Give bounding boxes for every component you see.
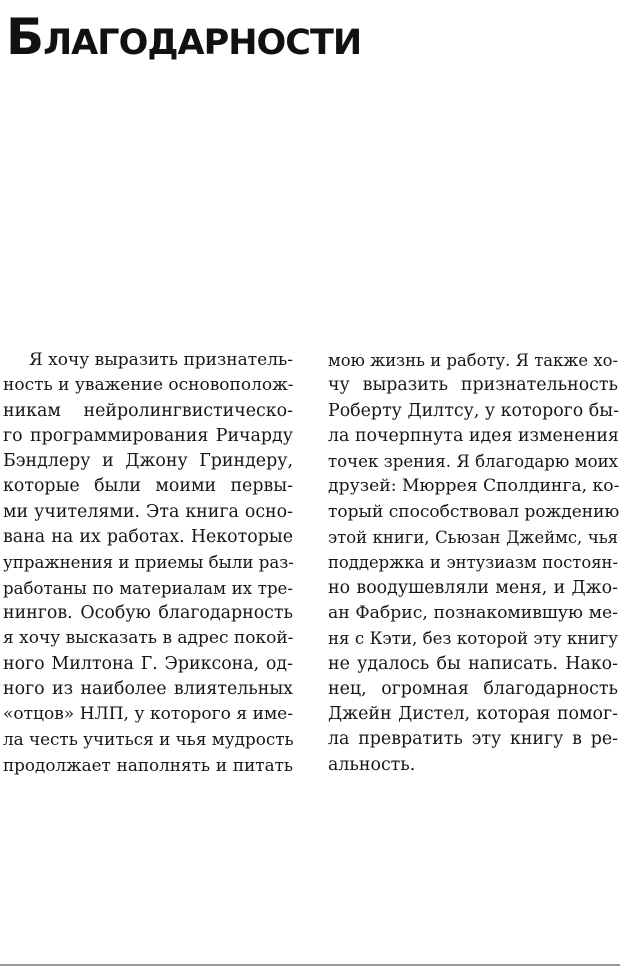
text-line: работаны по материалам их тре- <box>3 578 293 598</box>
text-line: Я хочу выразить признатель- <box>29 350 293 370</box>
text-line: Бэндлеру и Джону Гриндеру, <box>3 451 293 472</box>
text-line: ного Милтона Г. Эриксона, од- <box>3 653 293 674</box>
text-line: никам нейролингвистическо- <box>3 400 293 421</box>
text-line: продолжает наполнять и питать <box>3 754 293 775</box>
text-line: я хочу высказать в адрес покой- <box>3 628 294 649</box>
text-line: ми учителями. Эта книга осно- <box>3 501 293 522</box>
text-line: ан Фабрис, познакомившую ме- <box>328 602 618 623</box>
text-line: ность и уважение основополож- <box>3 375 294 396</box>
footer-divider <box>0 964 620 966</box>
text-line: поддержка и энтузиазм постоян- <box>328 553 618 573</box>
text-line: мою жизнь и работу. Я также хо- <box>328 351 618 370</box>
text-line: этой книги, Сьюзан Джеймс, чья <box>328 528 618 548</box>
text-line: ла превратить эту книгу в ре- <box>328 729 618 750</box>
text-line: Роберту Дилтсу, у которого бы- <box>328 400 619 421</box>
text-line: но воодушевляли меня, и Джо- <box>328 577 618 598</box>
text-line: нец, огромная благодарность <box>328 678 618 699</box>
text-line: ла честь учиться и чья мудрость <box>3 729 294 750</box>
text-line: которые были моими первы- <box>3 476 293 497</box>
text-line: чу выразить признательность <box>328 375 618 396</box>
text-line: вана на их работах. Некоторые <box>3 527 293 548</box>
text-column-right <box>328 348 618 778</box>
text-line: не удалось бы написать. Нако- <box>328 653 618 674</box>
text-line: альность. <box>328 754 416 775</box>
text-column-left <box>3 348 293 778</box>
text-line: «отцов» НЛП, у которого я име- <box>3 704 293 725</box>
text-line: друзей: Мюррея Сполдинга, ко- <box>328 476 620 497</box>
text-line: точек зрения. Я благодарю моих <box>328 452 618 472</box>
page-title: Благодарности <box>6 8 362 66</box>
text-line: Джейн Дистел, которая помог- <box>328 704 618 725</box>
text-line: нингов. Особую благодарность <box>3 602 293 623</box>
text-line: го программирования Ричарду <box>3 425 293 446</box>
text-line: упражнения и приемы были раз- <box>3 553 294 573</box>
text-line: торый способствовал рождению <box>328 501 620 522</box>
text-line: ла почерпнута идея изменения <box>328 425 619 446</box>
text-line: ня с Кэти, без которой эту книгу <box>328 629 618 649</box>
text-line: ного из наиболее влиятельных <box>3 678 293 699</box>
